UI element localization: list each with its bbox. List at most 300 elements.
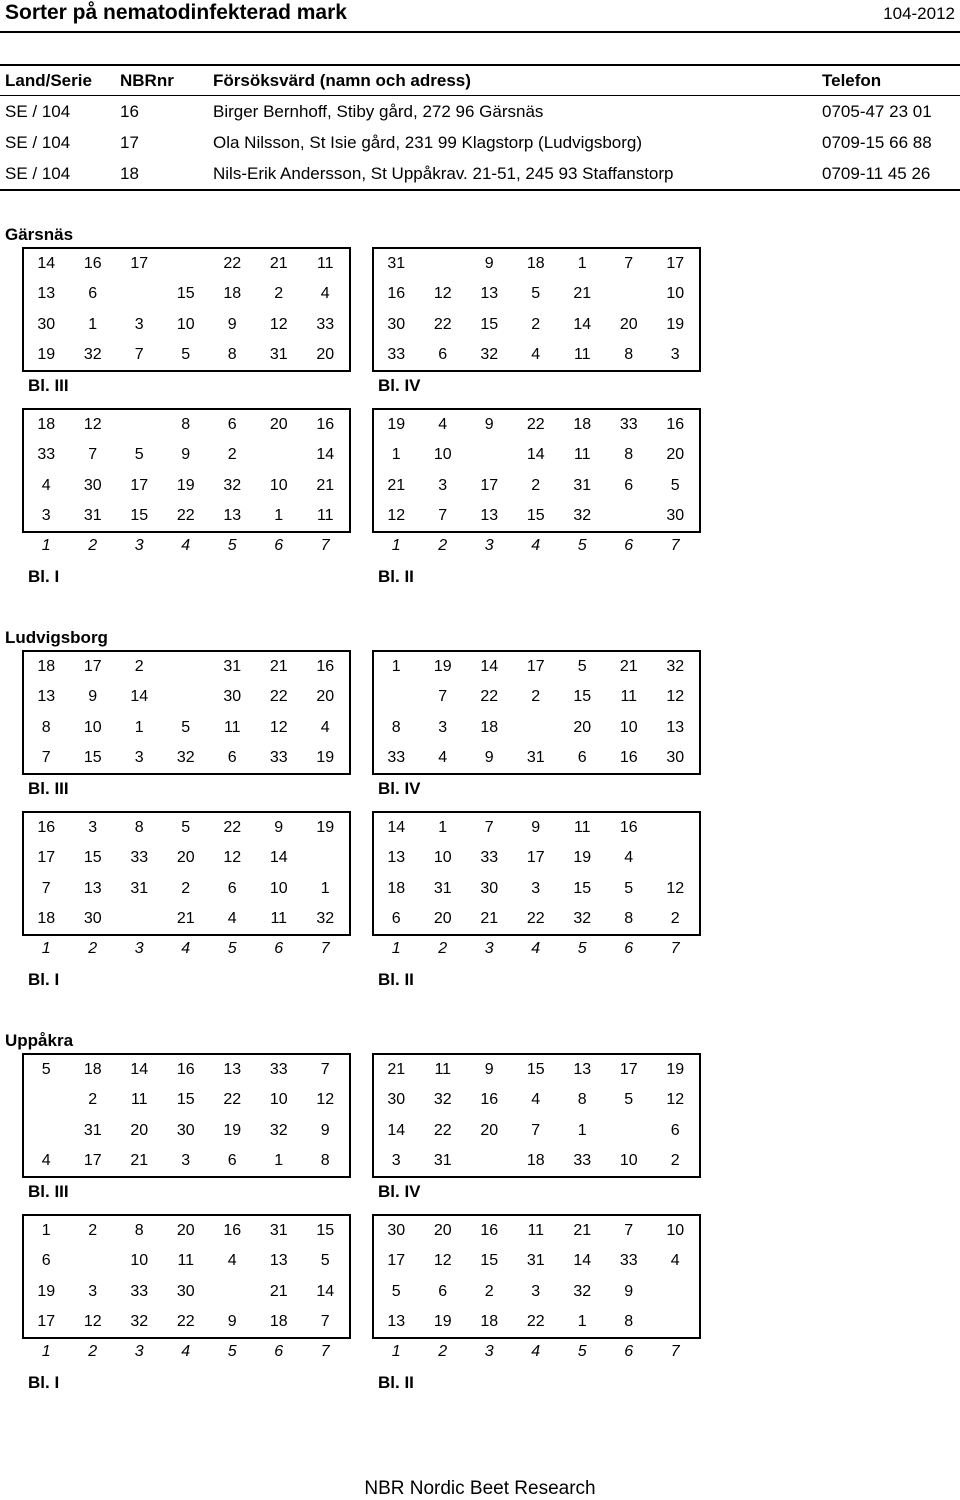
plot-cell: 31 [526,749,545,767]
plot-row [23,682,349,712]
plot-grid [23,410,349,531]
plot-cell: 4 [227,910,237,928]
plot-cell: 14 [573,315,592,333]
plot-cell: 13 [573,1061,592,1079]
plot-cell: 14 [269,849,288,867]
plot-row [23,1085,349,1115]
column-number: 3 [134,537,144,555]
plot-cell: 16 [387,285,406,303]
column-numbers [373,940,699,958]
plot-cell: 13 [223,1061,242,1079]
plot-cell: 33 [269,1061,288,1079]
plot-grid [23,1055,349,1176]
plot-cell: 10 [619,718,638,736]
plot-cell: 21 [573,1222,592,1240]
plot-cell: 4 [624,849,634,867]
plot-row [23,501,349,531]
plot-row [373,340,699,370]
plot-cell: 20 [433,910,452,928]
plot-cell: 9 [484,416,494,434]
plot-cell: 30 [176,1282,195,1300]
cell-host: Nils-Erik Andersson, St Uppåkrav. 21-51, 245 93 Staffanstorp [213,164,674,183]
plot-cell: 20 [480,1121,499,1139]
plot-cell: 30 [480,879,499,897]
plot-cell: 3 [41,507,51,525]
column-number: 4 [531,1343,541,1361]
plot-cell: 1 [391,658,401,676]
plot-cell: 5 [320,1252,330,1270]
plot-cell: 21 [619,658,638,676]
plot-cell: 19 [316,749,335,767]
plot-cell: 6 [624,476,634,494]
plot-cell: 7 [438,688,448,706]
plot-row [23,410,349,440]
plot-cell [163,652,210,682]
plot-cell [256,440,303,470]
plot-cell: 17 [387,1252,406,1270]
column-number: 2 [438,940,448,958]
plot-cell: 18 [37,658,56,676]
site-title: Ludvigsborg [5,628,108,647]
plot-cell: 9 [227,315,237,333]
plot-row [373,843,699,873]
plot-cell: 20 [573,718,592,736]
plot-cell: 33 [130,1282,149,1300]
column-number: 4 [181,1343,191,1361]
plot-cell: 30 [83,910,102,928]
block-label: Bl. II [378,970,414,990]
plot-cell: 5 [531,285,541,303]
plot-cell: 14 [130,688,149,706]
column-number: 4 [531,537,541,555]
plot-cell: 10 [269,1091,288,1109]
block-label: Bl. II [378,1373,414,1393]
plot-cell: 22 [526,1313,545,1331]
plot-row [373,1146,699,1176]
column-number: 6 [274,1343,284,1361]
block-label: Bl. I [28,1373,60,1393]
column-number: 1 [391,1343,401,1361]
plot-cell: 9 [624,1282,634,1300]
plot-cell: 33 [573,1152,592,1170]
plot-cell: 13 [480,285,499,303]
plot-cell: 12 [316,1091,335,1109]
column-number: 7 [670,940,680,958]
plot-cell: 12 [433,285,452,303]
plot-grid [23,652,349,773]
plot-cell: 2 [88,1222,98,1240]
plot-cell: 12 [433,1252,452,1270]
plot-row [373,1085,699,1115]
plot-cell: 21 [269,1282,288,1300]
plot-cell: 11 [130,1091,148,1109]
column-number: 3 [484,940,494,958]
plot-cell: 4 [41,476,51,494]
plot-row [23,1246,349,1276]
plot-cell: 11 [434,1061,452,1079]
plot-cell: 10 [666,1222,685,1240]
cell-phone: 0709-15 66 88 [822,133,932,152]
plot-cell [163,249,210,279]
plot-cell: 21 [480,910,499,928]
plot-row [373,743,699,773]
plot-row [23,471,349,501]
plot-cell: 10 [433,849,452,867]
plot-cell: 16 [666,416,685,434]
plot-cell: 4 [670,1252,680,1270]
plot-cell: 1 [274,1152,284,1170]
plot-cell: 9 [274,819,284,837]
plot-cell: 16 [619,749,638,767]
plot-cell: 6 [227,749,237,767]
block-label: Bl. I [28,970,60,990]
plot-cell: 17 [130,255,149,273]
plot-row [373,813,699,843]
cell-land-serie: SE / 104 [5,102,71,121]
plot-cell: 8 [624,910,634,928]
column-number: 6 [274,940,284,958]
plot-row [373,682,699,712]
plot-cell: 6 [670,1121,680,1139]
plot-row [23,1216,349,1246]
plot-cell: 19 [666,315,685,333]
plot-cell [652,843,699,873]
plot-row [373,471,699,501]
plot-cell: 13 [223,507,242,525]
plot-cell: 10 [269,476,288,494]
plot-cell: 33 [619,416,638,434]
plot-cell: 3 [391,1152,401,1170]
plot-cell: 8 [320,1152,330,1170]
plot-cell: 30 [387,315,406,333]
plot-row [23,1055,349,1085]
cell-nbrnr: 16 [120,102,139,121]
plot-cell: 20 [316,346,335,364]
plot-cell: 21 [387,1061,406,1079]
plot-cell: 3 [438,718,448,736]
plot-cell: 8 [624,446,634,464]
plot-grid [373,410,699,531]
plot-row [23,813,349,843]
plot-cell: 15 [573,688,592,706]
column-numbers [23,1343,349,1361]
plot-cell: 20 [433,1222,452,1240]
plot-cell: 11 [573,819,591,837]
plot-cell: 13 [269,1252,288,1270]
plot-cell: 2 [670,910,680,928]
plot-cell: 10 [619,1152,638,1170]
plot-cell: 5 [624,1091,634,1109]
plot-cell: 14 [316,446,335,464]
plot-cell [420,249,467,279]
cell-nbrnr: 18 [120,164,139,183]
plot-cell: 22 [223,255,242,273]
plot-cell: 18 [83,1061,102,1079]
column-number: 6 [624,1343,634,1361]
plot-row [373,874,699,904]
plot-cell: 12 [269,718,288,736]
plot-cell: 5 [670,476,680,494]
plot-cell: 32 [573,910,592,928]
plot-cell: 17 [83,658,102,676]
plot-row [23,743,349,773]
plot-cell: 10 [666,285,685,303]
site-title: Uppåkra [5,1031,74,1050]
plot-cell: 18 [269,1313,288,1331]
plot-grid [373,652,699,773]
plot-cell: 15 [176,1091,195,1109]
plot-cell: 2 [531,688,541,706]
plot-cell: 13 [37,688,56,706]
cell-host: Ola Nilsson, St Isie gård, 231 99 Klagstorp (Ludvigsborg) [213,133,643,152]
plot-cell: 2 [484,1282,494,1300]
plot-cell [466,1146,513,1176]
plot-cell: 33 [480,849,499,867]
plot-cell: 21 [269,658,288,676]
plot-cell: 15 [130,507,149,525]
plot-cell: 8 [577,1091,587,1109]
column-number: 5 [577,537,587,555]
plot-cell: 11 [620,688,638,706]
header-phone: Telefon [822,71,882,90]
plot-cell: 18 [223,285,242,303]
plot-cell: 6 [438,1282,448,1300]
plot-cell: 18 [37,910,56,928]
plot-cell: 2 [274,285,284,303]
cell-nbrnr: 17 [120,133,139,152]
plot-cell: 7 [624,1222,634,1240]
plot-cell: 17 [37,1313,56,1331]
plot-cell: 30 [37,315,56,333]
plot-row [23,652,349,682]
plot-cell: 9 [484,1061,494,1079]
contacts-row [0,159,960,190]
plot-cell: 14 [130,1061,149,1079]
plot-row [373,249,699,279]
plot-cell: 7 [320,1313,330,1331]
plot-cell: 32 [83,346,102,364]
column-number: 4 [181,940,191,958]
plot-cell: 7 [41,879,51,897]
plot-cell: 31 [269,346,288,364]
plot-cell: 8 [391,718,401,736]
footer-credit: NBR Nordic Beet Research [364,1478,596,1499]
plot-cell: 15 [316,1222,335,1240]
plot-row [373,501,699,531]
contacts-row [0,128,960,159]
plot-cell: 32 [573,1282,592,1300]
plot-cell [70,1246,117,1276]
plot-row [373,1246,699,1276]
plot-cell: 20 [666,446,685,464]
plot-cell: 31 [269,1222,288,1240]
column-number: 7 [670,1343,680,1361]
plot-cell: 11 [177,1252,195,1270]
plot-cell: 8 [134,819,144,837]
contacts-row [0,97,960,128]
plot-cell: 19 [37,1282,56,1300]
plot-cell: 11 [270,910,288,928]
plot-cell: 16 [316,658,335,676]
plot-cell: 2 [181,879,191,897]
plot-cell: 30 [176,1121,195,1139]
plot-cell: 32 [433,1091,452,1109]
column-number: 5 [227,1343,237,1361]
plot-cell: 19 [387,416,406,434]
plot-cell: 3 [134,749,144,767]
plot-cell: 15 [176,285,195,303]
plot-cell: 21 [176,910,195,928]
column-number: 7 [320,1343,330,1361]
plot-cell [163,682,210,712]
contacts-header-row [0,66,960,97]
plot-cell: 5 [41,1061,51,1079]
plot-cell: 7 [531,1121,541,1139]
plot-cell: 15 [83,849,102,867]
plot-cell: 32 [269,1121,288,1139]
column-number: 1 [41,940,51,958]
column-number: 1 [41,1343,51,1361]
plot-cell: 9 [484,749,494,767]
plot-cell: 1 [391,446,401,464]
plot-cell: 4 [438,416,448,434]
column-numbers [373,1343,699,1361]
block-label: Bl. IV [378,779,421,799]
plot-cell: 4 [227,1252,237,1270]
plot-cell [209,1277,256,1307]
column-number: 3 [484,537,494,555]
plot-row [373,310,699,340]
plot-cell: 32 [223,476,242,494]
plot-cell: 32 [666,658,685,676]
plot-cell: 14 [573,1252,592,1270]
plot-cell: 2 [88,1091,98,1109]
plot-cell: 13 [480,507,499,525]
plot-cell: 10 [269,879,288,897]
plot-cell: 22 [480,688,499,706]
column-number: 6 [274,537,284,555]
plot-cell: 31 [433,879,452,897]
plot-cell [606,1116,653,1146]
plot-cell: 15 [83,749,102,767]
plot-cell: 2 [134,658,144,676]
plot-cell: 8 [134,1222,144,1240]
plot-cell: 1 [438,819,448,837]
plot-cell: 9 [88,688,98,706]
plot-row [373,440,699,470]
plot-cell: 6 [391,910,401,928]
column-number: 7 [320,940,330,958]
plot-cell: 12 [666,688,685,706]
plot-cell: 32 [176,749,195,767]
plot-cell: 13 [387,849,406,867]
plot-cell: 18 [387,879,406,897]
plot-cell: 17 [526,658,545,676]
plot-cell: 6 [227,1152,237,1170]
plot-cell: 21 [269,255,288,273]
plot-cell: 7 [624,255,634,273]
plot-cell: 16 [223,1222,242,1240]
plot-cell: 12 [666,879,685,897]
plot-cell [116,410,163,440]
plot-cell [302,843,349,873]
plot-row [373,410,699,440]
plot-cell: 6 [41,1252,51,1270]
plot-cell: 17 [130,476,149,494]
plot-cell: 14 [387,1121,406,1139]
plot-cell: 6 [577,749,587,767]
plot-cell: 14 [37,255,56,273]
column-number: 5 [227,537,237,555]
cell-phone: 0705-47 23 01 [822,102,932,121]
plot-cell: 7 [41,749,51,767]
plot-cell: 4 [41,1152,51,1170]
plot-cell: 5 [577,658,587,676]
plot-row [373,904,699,934]
plot-cell: 9 [227,1313,237,1331]
column-number: 2 [438,537,448,555]
block-label: Bl. III [28,779,69,799]
column-numbers [373,537,699,555]
plot-cell: 31 [223,658,242,676]
plot-cell: 5 [181,346,191,364]
plot-cell: 9 [531,819,541,837]
plot-cell: 33 [316,315,335,333]
plot-cell: 4 [438,749,448,767]
plot-cell: 1 [577,255,587,273]
plot-cell: 13 [83,879,102,897]
plot-cell: 31 [433,1152,452,1170]
column-number: 4 [531,940,541,958]
plot-cell: 15 [526,1061,545,1079]
column-numbers [23,940,349,958]
plot-cell: 13 [37,285,56,303]
header-divider [0,31,960,33]
plot-cell: 22 [526,416,545,434]
cell-phone: 0709-11 45 26 [822,164,931,183]
plot-cell: 31 [83,507,102,525]
plot-cell: 3 [88,819,98,837]
plot-row [373,1116,699,1146]
plot-cell [652,1277,699,1307]
cell-land-serie: SE / 104 [5,164,71,183]
column-number: 3 [484,1343,494,1361]
column-number: 2 [88,537,98,555]
plot-cell: 18 [526,255,545,273]
plot-cell: 30 [223,688,242,706]
plot-cell: 3 [134,315,144,333]
plot-grid [373,813,699,934]
column-numbers [23,537,349,555]
column-number: 6 [624,537,634,555]
plot-cell: 4 [531,1091,541,1109]
plot-cell: 13 [666,718,685,736]
page-title: Sorter på nematodinfekterad mark [5,1,347,24]
plot-cell: 3 [531,879,541,897]
block-label: Bl. II [378,567,414,587]
plot-cell: 33 [130,849,149,867]
plot-cell: 21 [387,476,406,494]
plot-row [23,843,349,873]
plot-cell: 16 [480,1222,499,1240]
plot-cell: 18 [37,416,56,434]
plot-cell: 12 [83,1313,102,1331]
plot-cell: 8 [624,346,634,364]
plot-cell: 19 [433,658,452,676]
contacts-bottom-rule [0,189,960,191]
plot-cell: 18 [480,1313,499,1331]
plot-cell: 9 [320,1121,330,1139]
